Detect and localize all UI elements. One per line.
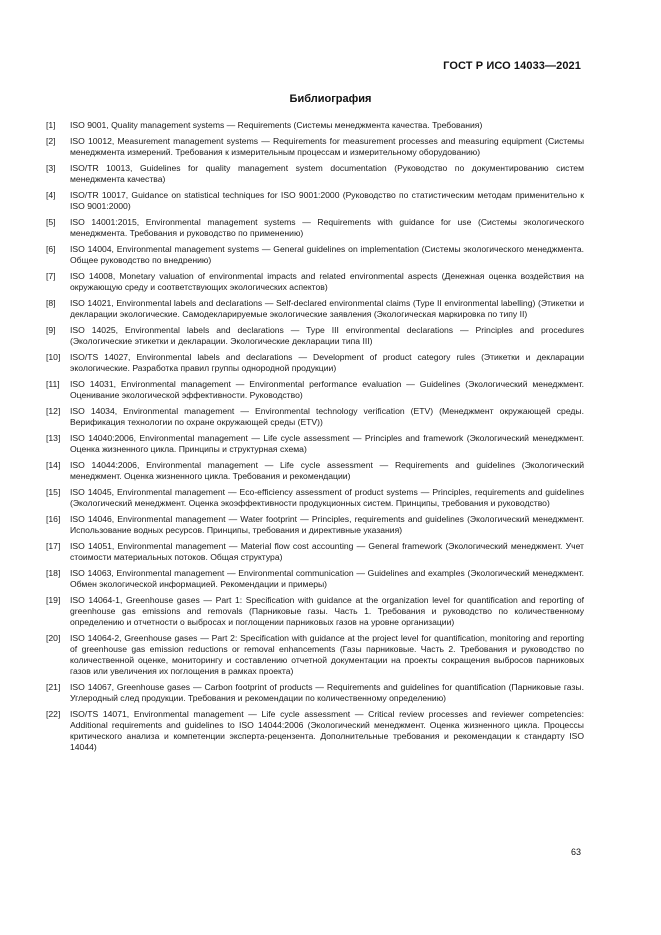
reference-text: ISO 10012, Measurement management systems — Requirements for measurement processes and measuring equipment (Системы менеджмента измерений. Требования к измерительным процессам и измерительному оборудованию) <box>70 136 584 157</box>
bibliography-entry <box>46 244 584 266</box>
page-number: 63 <box>570 847 581 857</box>
section-title: Библиография <box>289 93 372 105</box>
reference-number: [7] <box>46 271 56 282</box>
reference-text: ISO/TR 10013, Guidelines for quality management system documentation (Руководство по документированию систем менеджмента качества) <box>70 163 584 184</box>
bibliography-entry <box>46 541 584 563</box>
reference-number: [4] <box>46 190 56 201</box>
reference-text: ISO/TR 10017, Guidance on statistical techniques for ISO 9001:2000 (Руководство по статистическим методам применительно к ISO 9001:2000) <box>70 190 584 211</box>
bibliography-entry <box>46 217 584 239</box>
reference-text: ISO 14040:2006, Environmental management — Life cycle assessment — Principles and framework (Экологический менеджмент. Оценка жизненного цикла. Принципы и структурная схема) <box>70 433 584 454</box>
reference-number: [8] <box>46 298 56 309</box>
bibliography-entry <box>46 433 584 455</box>
reference-text: ISO 14004, Environmental management systems — General guidelines on implementation (Системы экологического менеджмента. Общее руководство по внедрению) <box>70 244 584 265</box>
reference-number: [10] <box>46 352 61 363</box>
bibliography-entry <box>46 709 584 753</box>
reference-number: [20] <box>46 633 61 643</box>
standard-code-header: ГОСТ Р ИСО 14033—2021 <box>443 60 581 72</box>
reference-number: [17] <box>46 541 61 552</box>
reference-number: [19] <box>46 595 61 606</box>
reference-number: [15] <box>46 487 61 498</box>
reference-number: [18] <box>46 568 61 579</box>
reference-text: ISO 14063, Environmental management — Environmental communication — Guidelines and examples (Экологический менеджмент. Обмен экологической информацией. Рекомендации и примеры) <box>70 568 584 589</box>
reference-number: [6] <box>46 244 56 255</box>
reference-number: [1] <box>46 120 56 130</box>
bibliography-entry <box>46 120 584 131</box>
bibliography-entry <box>46 595 584 628</box>
reference-number: [5] <box>46 217 56 228</box>
reference-text: ISO 14046, Environmental management — Water footprint — Principles, requirements and guidelines (Экологический менеджмент. Использование водных ресурсов. Принципы, требования и директивные указания) <box>70 514 584 535</box>
reference-number: [2] <box>46 136 56 147</box>
reference-text: ISO/TS 14071, Environmental management — Life cycle assessment — Critical review processes and reviewer competencies: Additional requirements and guidelines to ISO 14044:2006 (Экологический менеджмент. Оценка жизненного цикла. Процессы критического анализа и компетенции эксперта-рецензента. Дополнительные требования и рекомендации к стандарту ISO 14044) <box>70 708 584 752</box>
reference-text: ISO 9001, Quality management systems — Requirements (Системы менеджмента качества. Требования) <box>70 120 483 130</box>
reference-text: ISO 14051, Environmental management — Material flow cost accounting — General framework (Экологический менеджмент. Учет стоимости материальных потоков. Общая структура) <box>70 541 584 562</box>
bibliography-entry <box>46 298 584 320</box>
bibliography-entry <box>46 136 584 158</box>
reference-number: [14] <box>46 460 61 471</box>
bibliography-entry <box>46 682 584 704</box>
reference-number: [9] <box>46 325 56 336</box>
bibliography-entry <box>46 190 584 212</box>
bibliography-entry <box>46 633 584 677</box>
reference-text: ISO 14064-1, Greenhouse gases — Part 1: Specification with guidance at the organization level for quantification and reporting of greenhouse gas emissions and removals (Парниковые газы. Часть 1. Требования и руководство по количественному определению и отчетности о выбросах и поглощении парниковых газов на уровне организации) <box>70 595 584 627</box>
reference-text: ISO 14044:2006, Environmental management — Life cycle assessment — Requirements and guidelines (Экологический менеджмент. Оценка жизненного цикла. Требования и рекомендации) <box>70 460 584 481</box>
bibliography-entry <box>46 568 584 590</box>
bibliography-entry <box>46 514 584 536</box>
reference-text: ISO 14067, Greenhouse gases — Carbon footprint of products — Requirements and guidelines for quantification (Парниковые газы. Углеродный след продукции. Требования и рекомендации по количественному определению) <box>70 681 584 703</box>
reference-text: ISO 14001:2015, Environmental management systems — Requirements with guidance for use (Системы экологического менеджмента. Требования и руководство по применению) <box>70 217 584 238</box>
bibliography-entry <box>46 163 584 185</box>
reference-number: [16] <box>46 514 61 525</box>
reference-text: ISO 14031, Environmental management — Environmental performance evaluation — Guidelines (Экологический менеджмент. Оценивание экологической эффективности. Руководство) <box>70 379 584 400</box>
reference-number: [3] <box>46 163 56 174</box>
reference-text: ISO 14045, Environmental management — Eco-efficiency assessment of product systems — Principles, requirements and guidelines (Экологический менеджмент. Оценка экоэффективности продукционных систем. Принципы, требования и руководство) <box>70 487 584 508</box>
bibliography-list <box>46 120 584 758</box>
bibliography-entry <box>46 487 584 509</box>
reference-number: [13] <box>46 433 61 444</box>
bibliography-entry <box>46 460 584 482</box>
reference-number: [11] <box>46 379 60 390</box>
reference-number: [22] <box>46 708 61 719</box>
bibliography-entry <box>46 379 584 401</box>
bibliography-entry <box>46 325 584 347</box>
bibliography-entry <box>46 352 584 374</box>
reference-number: [12] <box>46 406 61 417</box>
bibliography-entry <box>46 271 584 293</box>
reference-text: ISO 14025, Environmental labels and declarations — Type III environmental declarations — Principles and procedures (Экологические этикетки и декларации. Экологические декларации типа III) <box>70 325 584 346</box>
reference-text: ISO 14021, Environmental labels and declarations — Self-declared environmental claims (Type II environmental labelling) (Этикетки и декларации экологические. Самодекларируемые экологические заявления (Экологическая маркировка по типу II) <box>70 298 584 319</box>
reference-text: ISO 14064-2, Greenhouse gases — Part 2: Specification with guidance at the project level for quantification, monitoring and reporting of greenhouse gas emission reductions or removal enhancements (Газы парниковые. Часть 2. Требования и руководство по количественной оценке, мониторингу и составлению отчетной документации на проекты сокращения выбросов парниковых газов или увеличения их поглощения в рамках проекта) <box>70 633 584 676</box>
reference-text: ISO 14034, Environmental management — Environmental technology verification (ETV) (Менеджмент окружающей среды. Верификация технологии по охране окружающей среды (ETV)) <box>70 406 584 427</box>
reference-text: ISO 14008, Monetary valuation of environmental impacts and related environmental aspects (Денежная оценка воздействия на окружающую среду и соответствующих экологических аспектов) <box>70 271 584 292</box>
bibliography-entry <box>46 406 584 428</box>
reference-text: ISO/TS 14027, Environmental labels and declarations — Development of product category rules (Этикетки и декларации экологические. Разработка правил группы однородной продукции) <box>70 352 584 373</box>
reference-number: [21] <box>46 681 61 692</box>
